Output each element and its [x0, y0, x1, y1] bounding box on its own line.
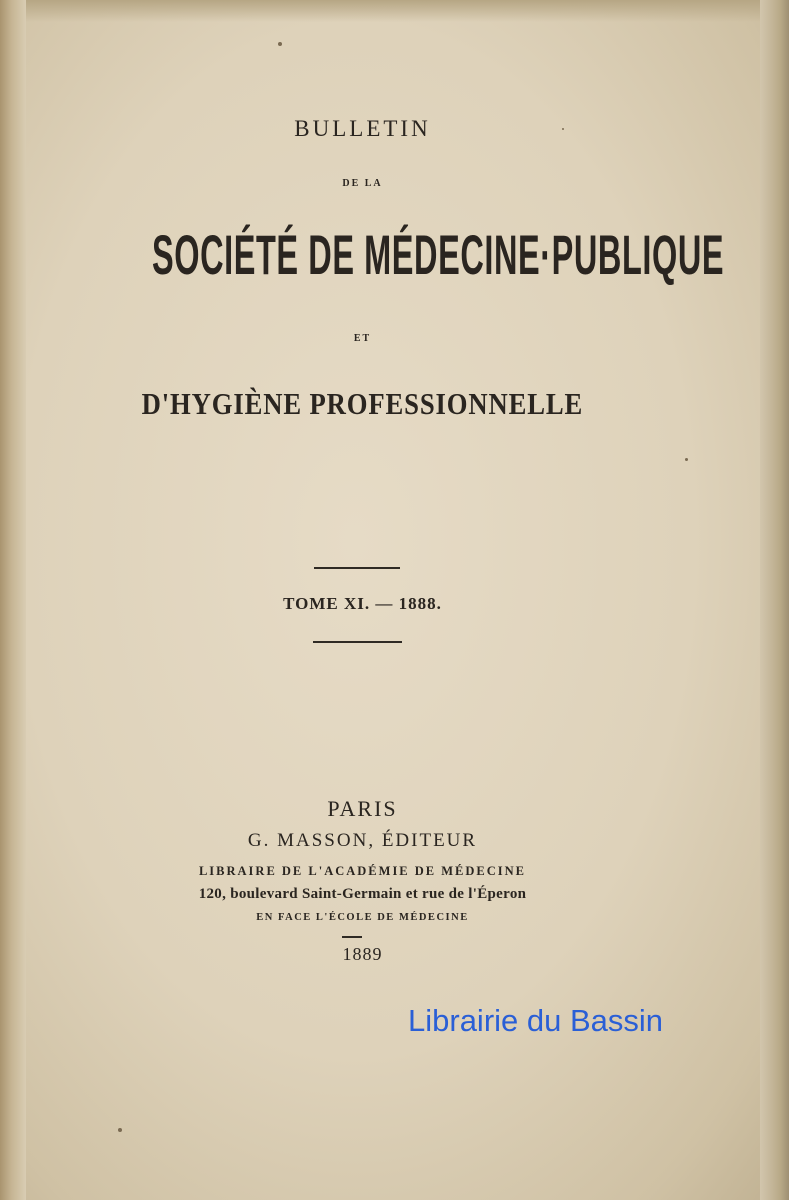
rule-above-volume: [314, 567, 400, 569]
publisher-address: 120, boulevard Saint-Germain et rue de l'Éperon: [198, 886, 527, 902]
publisher-name: G. MASSON, ÉDITEUR: [247, 830, 478, 851]
city-label: PARIS: [327, 796, 398, 821]
rule-above-year: [342, 936, 362, 938]
paper-speck: [278, 42, 282, 46]
paper-speck: [118, 1128, 122, 1132]
page-top-shadow: [0, 0, 789, 22]
page-right-edge: [760, 0, 789, 1200]
paper-speck: [685, 458, 688, 461]
bulletin-heading: BULLETIN: [294, 116, 431, 141]
society-title: SOCIÉTÉ DE MÉDECINE·PUBLIQUE: [152, 223, 725, 286]
bookseller-watermark: Librairie du Bassin: [408, 1003, 664, 1038]
rule-below-volume: [313, 641, 402, 643]
publication-year: 1889: [342, 944, 383, 964]
publisher-role: LIBRAIRE DE L'ACADÉMIE DE MÉDECINE: [198, 864, 527, 878]
volume-label: TOME XI. — 1888.: [283, 594, 442, 613]
location-note: EN FACE L'ÉCOLE DE MÉDECINE: [256, 912, 469, 923]
subtitle-heading: D'HYGIÈNE PROFESSIONNELLE: [141, 386, 584, 421]
et-text: ET: [353, 333, 372, 344]
de-la-text: DE LA: [342, 178, 383, 189]
